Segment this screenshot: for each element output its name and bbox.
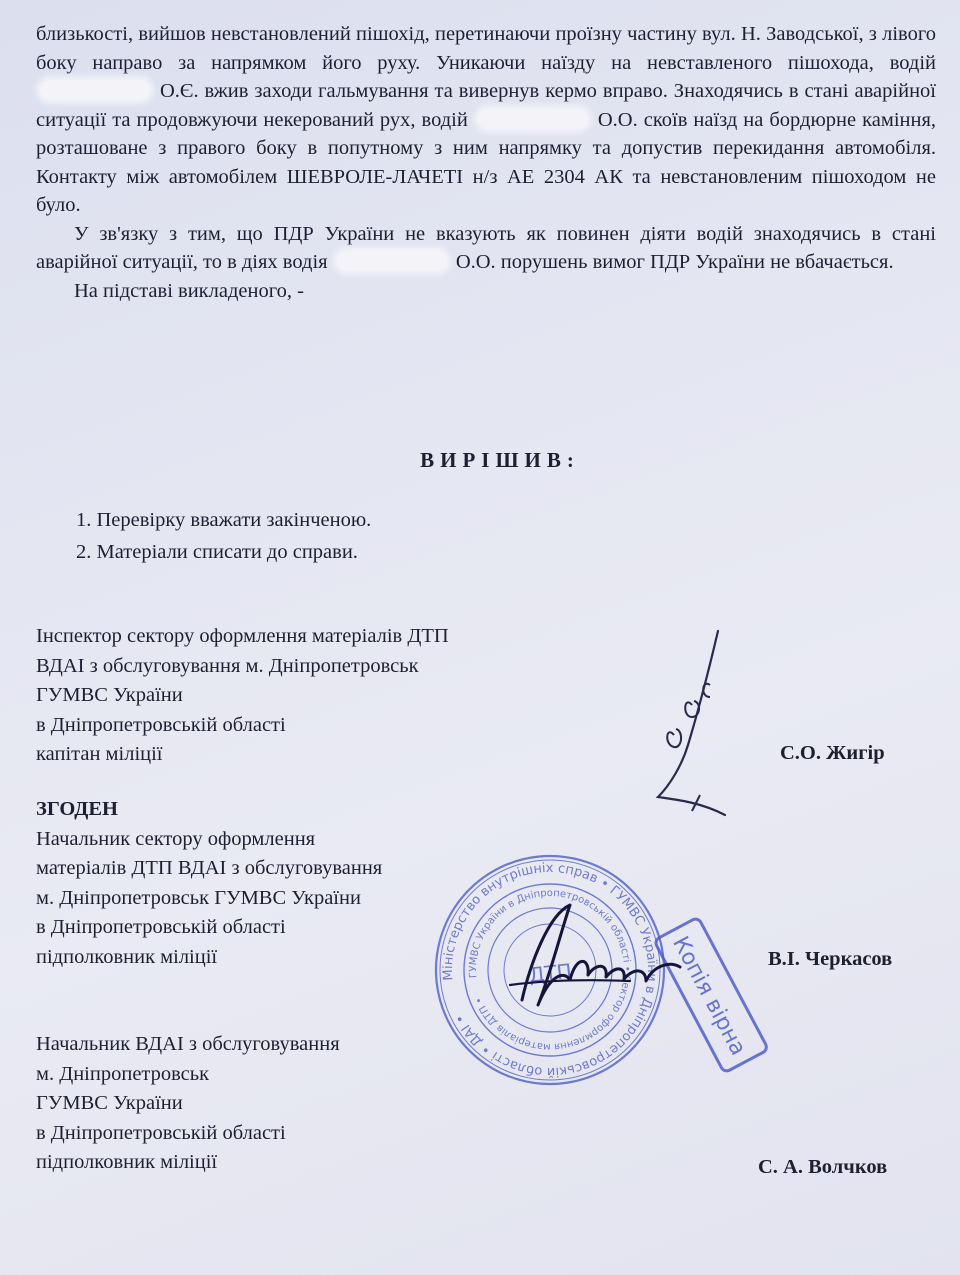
paragraph-1-part-1: близькості, вийшов невстановлений пішохід, перетинаючи проїзну частину вул. Н. Заводської, з лівого боку направо за напрямком його руху. Уникаючи наїзду на невставленого пішохода, водій	[36, 23, 936, 74]
chief-name: С. А. Волчков	[758, 1156, 888, 1178]
body-text	[36, 20, 936, 305]
agreed-block	[36, 795, 382, 972]
chief-line: Начальник ВДАІ з обслуговування	[36, 1033, 340, 1055]
agreed-line: в Дніпропетровській області	[36, 916, 286, 938]
inspector-name: С.О. Жигір	[780, 742, 885, 764]
agreed-line: матеріалів ДТП ВДАІ з обслуговування	[36, 857, 383, 879]
inspector-line: капітан міліції	[36, 743, 163, 765]
agreed-name: В.І. Черкасов	[768, 948, 893, 970]
decision-title: ВИРІШИВ:	[420, 448, 580, 472]
paragraph-2-part-2: О.О. порушень вимог ПДР України не вбачається.	[455, 251, 894, 273]
agreed-heading: ЗГОДЕН	[36, 798, 118, 820]
decision-item: 2. Матеріали списати до справи.	[76, 541, 358, 563]
chief-line: м. Дніпропетровськ	[36, 1062, 210, 1085]
chief-line: в Дніпропетровській області	[36, 1121, 286, 1144]
paragraph-1	[36, 20, 936, 220]
stamp-inner-text: ГУМВС України в Дніпропетровській області • Сектор оформлення матеріалів ДТП •	[467, 887, 633, 1053]
redaction-mark	[40, 80, 150, 100]
chief-line: ГУМВС України	[36, 1092, 183, 1114]
paragraph-2-part-1: У зв'язку з тим, що ПДР України не вказують як повинен діяти водій знаходячись в стані аварійної ситуації, то в діях водія	[36, 222, 936, 273]
stamp-ring-text: Міністерство внутрішніх справ • ГУМВС України в Дніпропетровській області • ДАІ •	[440, 860, 660, 1080]
inspector-line: в Дніпропетровській області	[36, 713, 286, 736]
inspector-line: Інспектор сектору оформлення матеріалів ДТП	[36, 625, 449, 647]
inspector-block	[36, 622, 449, 770]
official-stamp	[430, 835, 810, 1105]
stamp-center-text: ДТП	[527, 958, 573, 988]
agreed-line: Начальник сектору оформлення	[36, 827, 316, 850]
inspector-signature	[640, 625, 760, 835]
decision-item: 1. Перевірку вважати закінченою.	[76, 509, 372, 531]
agreed-line: м. Дніпропетровськ ГУМВС України	[36, 886, 361, 909]
paragraph-1-part-2: О.Є. вжив заходи гальмування та вивернув кермо вправо. Знаходячись в стані аварійної ситуації та продовжуючи некерований рух, водій	[36, 80, 936, 131]
redaction-mark	[337, 251, 447, 271]
copy-true-stamp-text: Копія вірна	[667, 932, 751, 1060]
inspector-line: ГУМВС України	[36, 684, 183, 706]
chief-line: підполковник міліції	[36, 1151, 218, 1173]
decision-list	[76, 504, 371, 568]
redaction-mark	[478, 109, 588, 129]
chief-block	[36, 1030, 340, 1178]
paragraph-3: На підставі викладеного, -	[74, 279, 304, 302]
agreed-line: підполковник міліції	[36, 945, 218, 968]
inspector-line: ВДАІ з обслуговування м. Дніпропетровськ	[36, 654, 419, 677]
paragraph-1-part-3: О.О. скоїв наїзд на бордюрне каміння, розташоване з правого боку в попутному з ним напрямку та допустив перекидання автомобіля. Контакту між автомобілем ШЕВРОЛЕ-ЛАЧЕТІ н/з АЕ 2304 АК та невстановленим пішоходом не було.	[36, 108, 937, 216]
paragraph-2	[36, 220, 936, 277]
